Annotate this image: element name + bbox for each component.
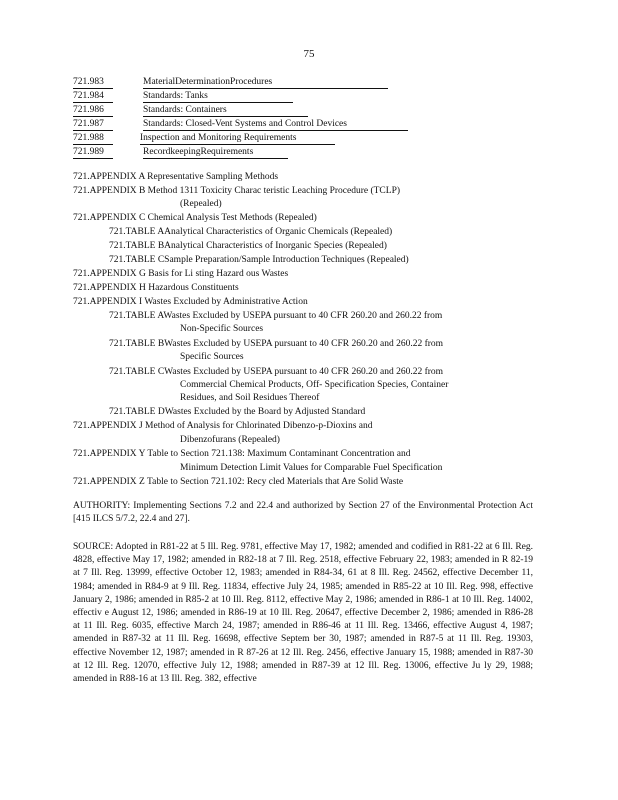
section-entry bbox=[73, 90, 433, 103]
appendix-line: 721.TABLE AWastes Excluded by USEPA pursuant to 40 CFR 260.20 and 260.22 from bbox=[109, 311, 443, 321]
section-number: 721.984 bbox=[73, 90, 113, 103]
appendix-line: 721.APPENDIX A Representative Sampling Methods bbox=[73, 172, 279, 182]
appendix-line: 721.APPENDIX C Chemical Analysis Test Methods (Repealed) bbox=[73, 213, 317, 223]
section-entry bbox=[73, 104, 433, 117]
appendix-line: Dibenzofurans (Repealed) bbox=[180, 435, 280, 445]
appendix-line: Non-Specific Sources bbox=[180, 324, 264, 334]
appendix-line: 721.APPENDIX Z Table to Section 721.102: Recy cled Materials that Are Solid Waste bbox=[73, 477, 404, 487]
section-title: Standards: Containers bbox=[143, 104, 308, 117]
section-entry bbox=[73, 146, 433, 159]
appendix-line: 721.APPENDIX Y Table to Section 721.138: Maximum Contaminant Concentration and bbox=[73, 449, 411, 459]
appendix-line: 721.TABLE BAnalytical Characteristics of Inorganic Species (Repealed) bbox=[109, 241, 387, 251]
source-paragraph: SOURCE: Adopted in R81-22 at 5 Ill. Reg. 9781, effective May 17, 1982; amended and codified in R81-22 at 6 Ill. Reg. 4828, effective May 17, 1982; amended in R82-18 at 7 Ill. Reg. 2518, effective February 22, 1983; amended in R 82-19 at 7 Ill. Reg. 13999, effective October 12, 1983; amended in R84-34, 61 at 8 Ill. Reg. 24562, effective December 11, 1984; amended in R84-9 at 9 Ill. Reg. 11834, effective July 24, 1985; amended in R85-22 at 10 Ill. Reg. 998, effective January 2, 1986; amended in R85-2 at 10 Ill. Reg. 8112, effective May 2, 1986; amended in R86-1 at 10 Ill. Reg. 14002, effectiv e August 12, 1986; amended in R86-19 at 10 Ill. Reg. 20647, effective December 2, 1986; amended in R86-28 at 11 Ill. Reg. 6035, effective March 24, 1987; amended in R86-46 at 11 Ill. Reg. 13466, effective August 4, 1987; amended in R87-32 at 11 Ill. Reg. 16698, effective Septem ber 30, 1987; amended in R87-5 at 11 Ill. Reg. 19303, effective November 12, 1987; amended in R 87-26 at 12 Ill. Reg. 2456, effective January 15, 1988; amended in R87-30 at 12 Ill. Reg. 12070, effective July 12, 1988; amended in R87-39 at 12 Ill. Reg. 13006, effective Ju ly 29, 1988; amended in R88-16 at 13 Ill. Reg. 382, effective bbox=[73, 542, 533, 685]
appendix-line: 721.APPENDIX I Wastes Excluded by Administrative Action bbox=[73, 297, 308, 307]
section-title: MaterialDeterminationProcedures bbox=[143, 76, 388, 89]
section-entry bbox=[73, 118, 433, 131]
appendix-line: 721.APPENDIX J Method of Analysis for Chlorinated Dibenzo-p-Dioxins and bbox=[73, 421, 373, 431]
section-number: 721.989 bbox=[73, 146, 113, 159]
section-title: Inspection and Monitoring Requirements bbox=[140, 132, 335, 145]
section-number: 721.983 bbox=[73, 76, 113, 89]
page-number: 75 bbox=[303, 48, 315, 60]
appendix-line: Specific Sources bbox=[180, 352, 244, 362]
appendix-line: (Repealed) bbox=[180, 199, 222, 209]
appendix-line: 721.TABLE BWastes Excluded by USEPA pursuant to 40 CFR 260.20 and 260.22 from bbox=[109, 339, 444, 349]
section-number: 721.988 bbox=[73, 132, 113, 145]
section-number: 721.987 bbox=[73, 118, 113, 131]
authority-paragraph: AUTHORITY: Implementing Sections 7.2 and 22.4 and authorized by Section 27 of the Environmental Protection Act [415 ILCS 5/7.2, 22.4 and 27]. bbox=[73, 501, 533, 525]
appendix-line: 721.TABLE CSample Preparation/Sample Introduction Techniques (Repealed) bbox=[109, 255, 409, 265]
appendix-line: Commercial Chemical Products, Off- Specification Species, Container bbox=[180, 380, 449, 390]
appendix-line: 721.TABLE DWastes Excluded by the Board by Adjusted Standard bbox=[109, 407, 366, 417]
appendix-line: 721.TABLE AAnalytical Characteristics of Organic Chemicals (Repealed) bbox=[109, 227, 393, 237]
section-title: RecordkeepingRequirements bbox=[143, 146, 288, 159]
appendix-line: Residues, and Soil Residues Thereof bbox=[180, 393, 320, 403]
section-number: 721.986 bbox=[73, 104, 113, 117]
section-title: Standards: Closed-Vent Systems and Control Devices bbox=[143, 118, 408, 131]
appendix-line: 721.APPENDIX B Method 1311 Toxicity Charac teristic Leaching Procedure (TCLP) bbox=[73, 186, 401, 196]
section-entry bbox=[73, 76, 433, 89]
section-title: Standards: Tanks bbox=[143, 90, 293, 103]
appendix-line: Minimum Detection Limit Values for Comparable Fuel Specification bbox=[180, 463, 443, 473]
appendix-line: 721.APPENDIX H Hazardous Constituents bbox=[73, 283, 239, 293]
section-entry bbox=[73, 132, 433, 145]
appendix-line: 721.APPENDIX G Basis for Li sting Hazard ous Wastes bbox=[73, 269, 289, 279]
appendix-line: 721.TABLE CWastes Excluded by USEPA pursuant to 40 CFR 260.20 and 260.22 from bbox=[109, 367, 444, 377]
